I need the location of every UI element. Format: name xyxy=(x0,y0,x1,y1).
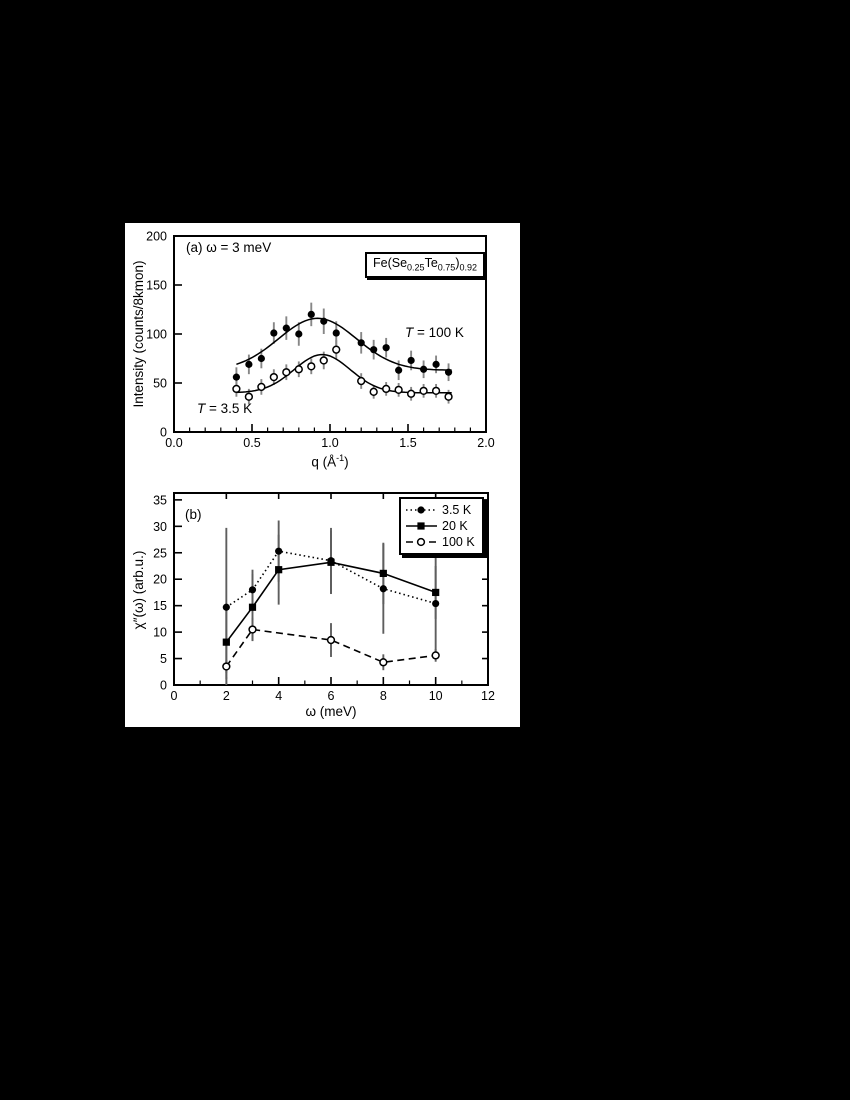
svg-text:100: 100 xyxy=(146,327,167,342)
panel-a-xlabel: q $(Å^{-1})$ xyxy=(311,453,349,470)
legend-row-20k: 20 K xyxy=(405,518,475,534)
svg-text:150: 150 xyxy=(146,278,167,293)
legend-row-100k: 100 K xyxy=(405,534,475,550)
svg-text:10: 10 xyxy=(428,689,443,703)
panel-b-label: (b) xyxy=(185,507,202,522)
panel-a-ylabel: Intensity (counts/8kmon) xyxy=(131,260,146,408)
panel-b-errorbars-100k xyxy=(226,618,435,673)
svg-text:30: 30 xyxy=(153,519,167,534)
panel-a-errorbars-100k xyxy=(236,303,448,387)
svg-text:2: 2 xyxy=(222,689,230,703)
figure-paper xyxy=(125,223,520,727)
legend-sample-dashed-open-circle-icon xyxy=(405,536,438,548)
svg-text:0.5: 0.5 xyxy=(243,436,261,450)
panel-b-xlabel: ω (meV) xyxy=(305,704,357,719)
svg-text:6: 6 xyxy=(327,689,335,703)
panel-a-points-100k xyxy=(233,311,452,381)
svg-text:1.5: 1.5 xyxy=(399,436,417,450)
svg-text:10: 10 xyxy=(153,625,167,640)
sample-formula-box: $Fe(Se_{0.25}Te_{0.75})_{0.92}$ xyxy=(365,252,485,278)
svg-text:35: 35 xyxy=(153,493,167,508)
svg-text:1.0: 1.0 xyxy=(321,436,339,450)
legend-row-3-5k: 3.5 K xyxy=(405,502,475,518)
figure-svg xyxy=(125,223,520,727)
legend-sample-solid-square-icon xyxy=(405,520,438,532)
svg-text:200: 200 xyxy=(146,229,167,244)
annotation-100k: T = 100 K xyxy=(405,325,464,340)
svg-text:0: 0 xyxy=(160,425,167,440)
svg-text:8: 8 xyxy=(379,689,387,703)
svg-text:5: 5 xyxy=(160,652,167,667)
svg-text:2.0: 2.0 xyxy=(477,436,495,450)
panel-b-ylabel: χ″(ω) (arb.u.) xyxy=(131,550,146,630)
panel-a-fit-curve-1 xyxy=(236,355,451,393)
svg-text:4: 4 xyxy=(275,689,283,703)
panel-a-errorbars-3-5k xyxy=(236,340,448,405)
svg-text:15: 15 xyxy=(153,599,167,614)
svg-text:0: 0 xyxy=(170,689,178,703)
legend-sample-dotted-circle-icon xyxy=(405,504,438,516)
annotation-3-5k: T = 3.5 K xyxy=(197,401,253,416)
svg-text:20: 20 xyxy=(153,572,167,587)
svg-text:50: 50 xyxy=(153,376,167,391)
panel-a-label: (a) ω = 3 meV xyxy=(186,240,272,255)
svg-text:25: 25 xyxy=(153,546,167,561)
svg-text:12: 12 xyxy=(481,689,495,703)
legend xyxy=(399,497,484,555)
svg-text:0.0: 0.0 xyxy=(165,436,183,450)
svg-text:0: 0 xyxy=(160,678,167,693)
